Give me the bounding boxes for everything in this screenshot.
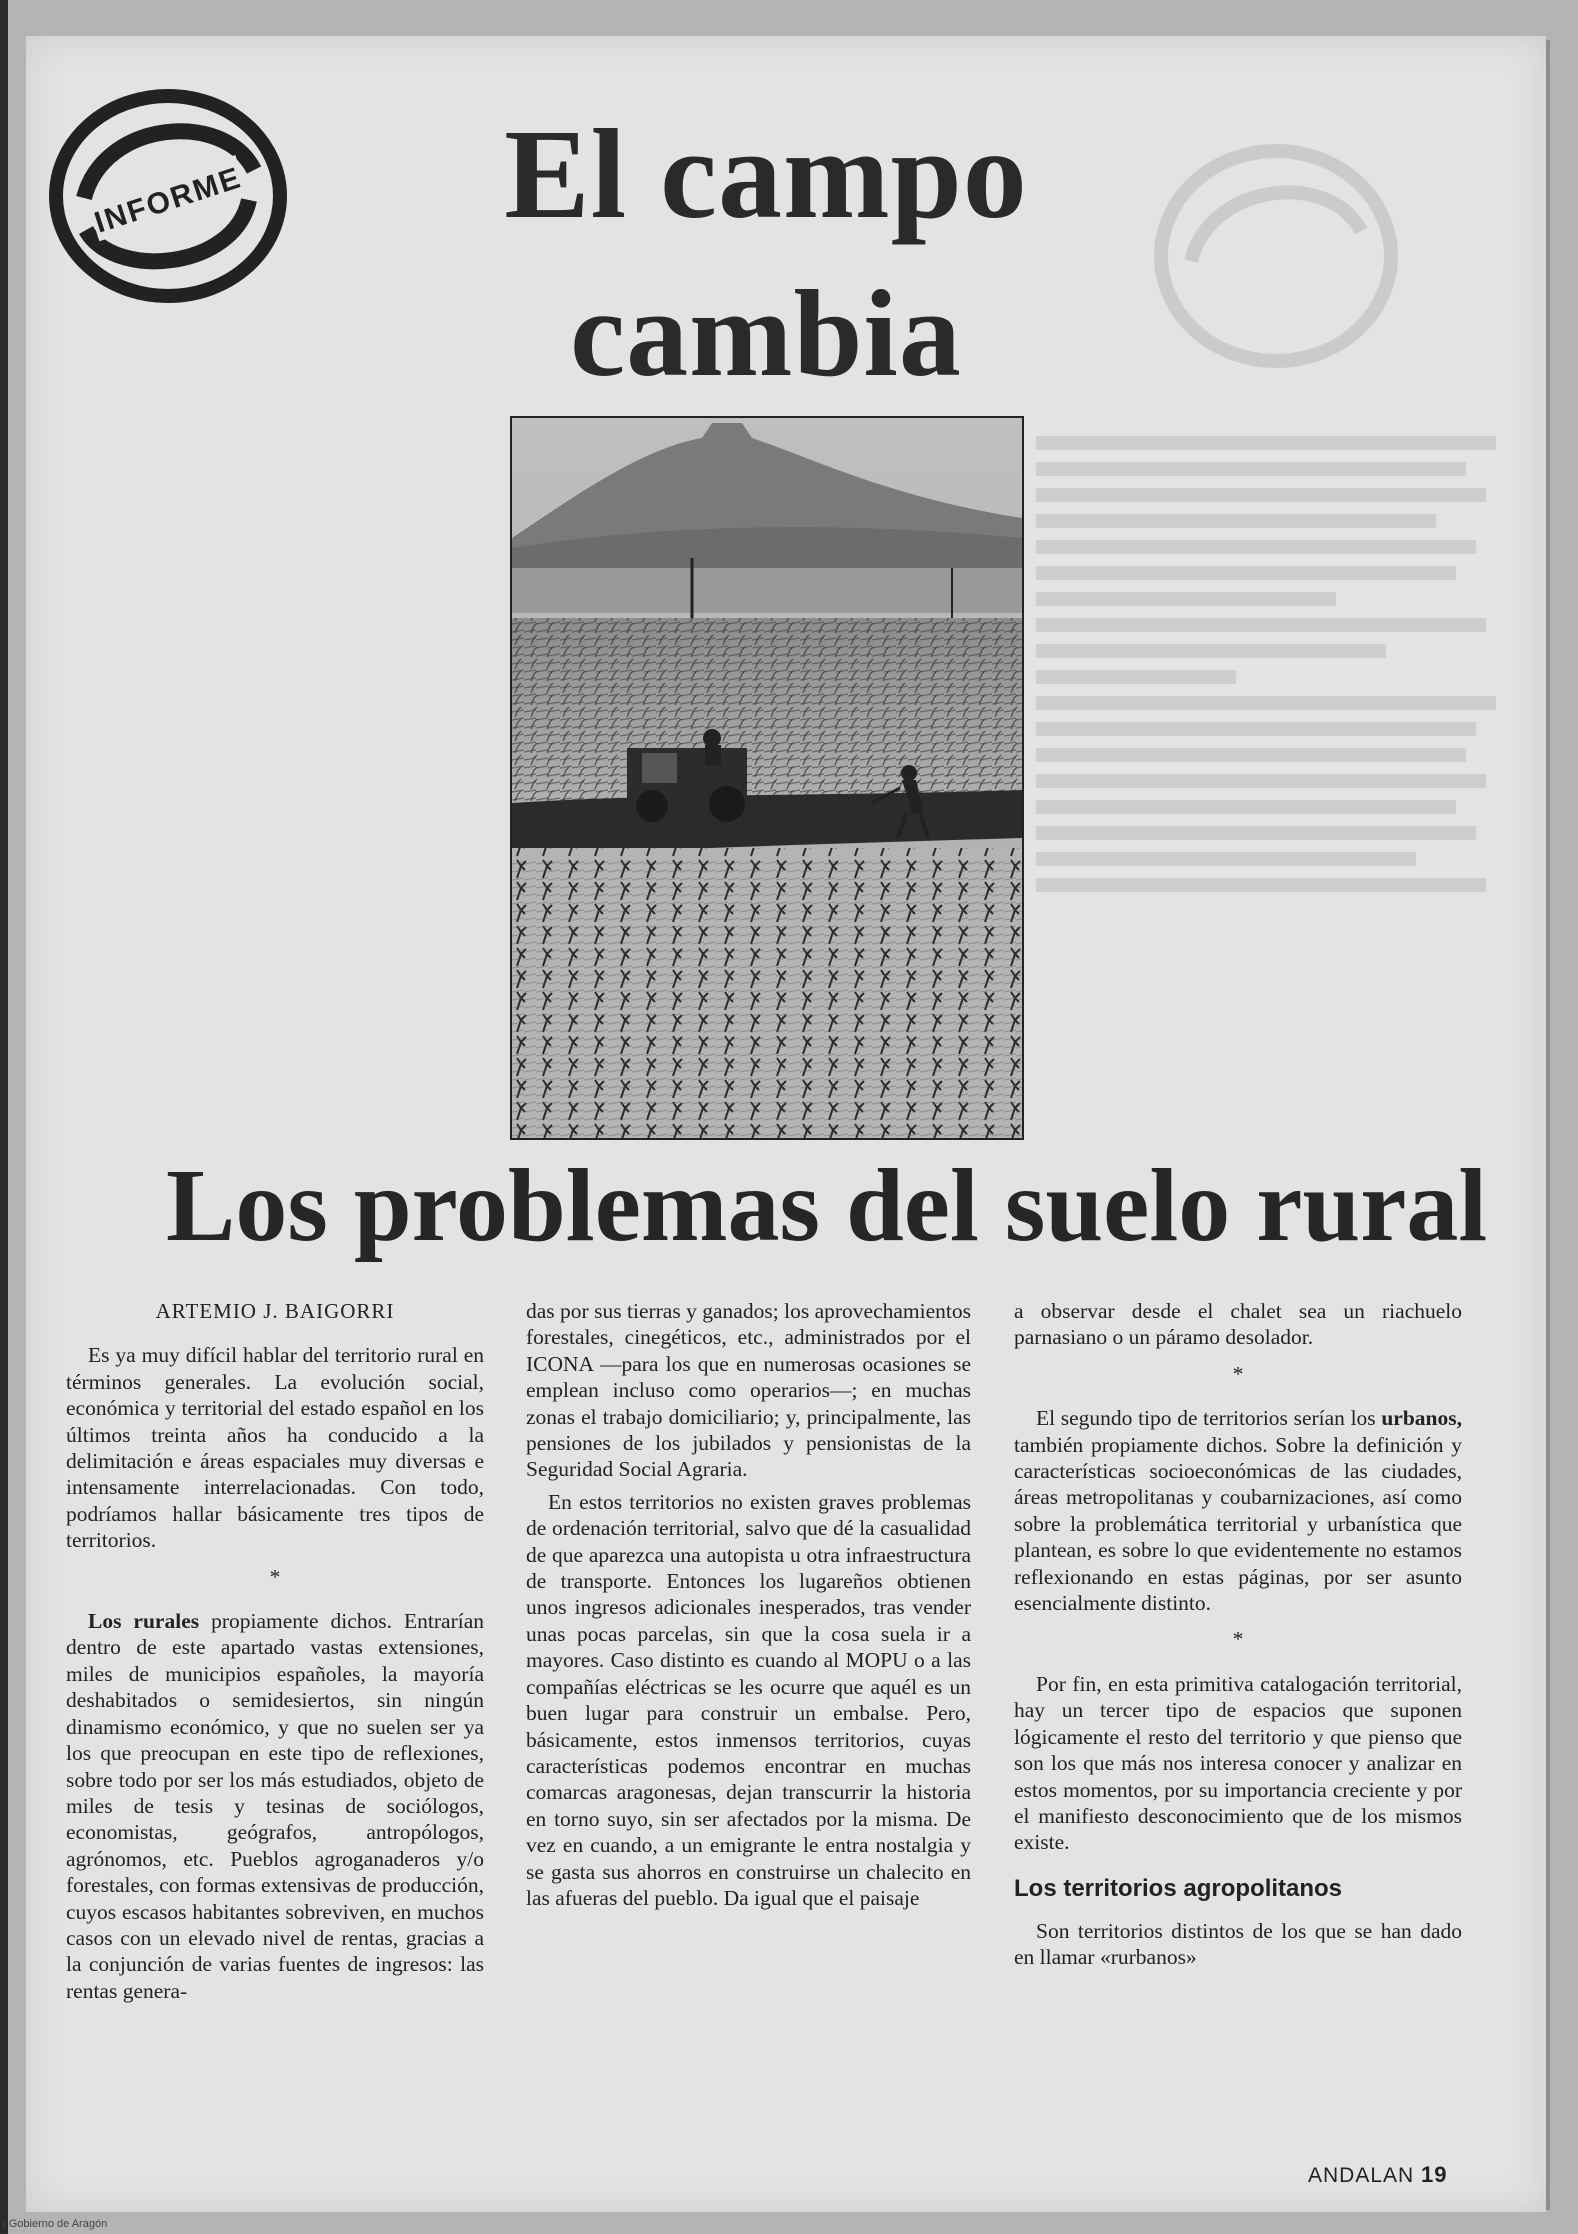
vineyard-tractor-photo — [512, 418, 1022, 1138]
archive-credit: ) Gobierno de Aragón — [2, 2218, 108, 2230]
article-column-1 — [66, 1298, 484, 2010]
paragraph — [1014, 1405, 1462, 1616]
page-edge — [1546, 40, 1550, 2210]
article-column-2 — [526, 1298, 971, 1917]
informe-stamp — [44, 80, 292, 312]
binding-edge — [0, 0, 8, 2234]
section-subheading: Los territorios agropolitanos — [1014, 1874, 1343, 1902]
paragraph: En estos territorios no existen graves problemas de ordenación territorial, salvo que dé la casualidad de que aparezca una autopista u otra infraestructura de transporte. Entonces los lugareños obtienen unos ingresos adicionales inesperados, tras vender unas pocas parcelas, sin que la cosa suela ir a mayores. Caso distinto es cuando al MOPU o a las compañías eléctricas se les ocurre que aquél es un buen lugar para construir un embalse. Pero, básicamente, estos inmensos territorios, cuyas características podemos encontrar en muchas comarcas aragonesas, dejan transcurrir la historia en torno suyo, sin ser afectados por la misma. De vez en cuando, a un emigrante le entra nostalgia y se gasta sus ahorros en construirse un chalecito en las afueras del pueblo. Da igual que el paisaje — [526, 1489, 971, 1910]
section-separator: * — [1232, 1361, 1244, 1386]
section-separator: * — [269, 1564, 281, 1589]
paragraph: Por fin, en esta primitiva catalogación territorial, hay un tercer tipo de espacios que suponen lógicamente el resto del territorio y que pienso que son los que más nos interesa conocer y analizar en estos momentos, por su importancia creciente y por el manifiesto desconocimiento que de los mismos existe. — [1014, 1671, 1462, 1855]
section-separator: * — [1232, 1627, 1244, 1652]
bold-lead: Los rurales — [88, 1609, 200, 1634]
informe-stamp-icon — [44, 80, 292, 312]
paragraph-text: El segundo tipo de territorios serían los — [1036, 1406, 1382, 1431]
page-number: 19 — [1421, 2162, 1448, 2187]
magazine-name: ANDALAN — [1308, 2164, 1415, 2187]
article-column-3 — [1014, 1298, 1462, 1977]
paragraph: a observar desde el chalet sea un riachuelo parnasiano o un páramo desolador. — [1014, 1299, 1462, 1350]
paragraph — [66, 1608, 484, 2004]
article-title: Los problemas del suelo rural — [166, 1148, 1488, 1263]
show-through-text — [1036, 436, 1536, 1136]
bold-term: urbanos, — [1381, 1406, 1462, 1431]
paragraph: Es ya muy difícil hablar del territorio rural en términos generales. La evolución social, económica y territorial del estado español en los últimos treinta años ha conducido a la delimitación e áreas espaciales muy diversas e intensamente interrelacionadas. Con todo, podríamos hallar básicamente tres tipos de territorios. — [66, 1343, 484, 1553]
magazine-page — [26, 36, 1546, 2212]
paragraph-text: también propiamente dichos. Sobre la definición y características socioeconómicas de las ciudades, áreas metropolitanas y coubarnizaciones, así como sobre la problemática territorial y urbanística que plantean, es sobre lo que evidentemente no estamos reflexionando en estas páginas, por ser asunto esencialmente distinto. — [1014, 1432, 1462, 1616]
paragraph-text: propiamente dichos. Entrarían dentro de este apartado vastas extensiones, miles de municipios españoles, la mayoría deshabitados o semidesiertos, sin ningún dinamismo económico, y que no suelen ser ya los que preocupan en este tipo de reflexiones, sobre todo por ser los más estudiados, objeto de miles de tesis y tesinas de sociólogos, economistas, geógrafos, antropólogos, agrónomos, etc. Pueblos agroganaderos y/o forestales, con formas extensivas de producción, cuyos escasos habitantes sobreviven, en muchos casos con un elevado nivel de rentas, gracias a la conjunción de varias fuentes de ingresos: las rentas genera- — [66, 1609, 485, 2003]
paragraph: Son territorios distintos de los que se han dado en llamar «rurbanos» — [1014, 1918, 1462, 1970]
page-footer — [1308, 2162, 1448, 2188]
vineyard-photo — [510, 416, 1024, 1140]
headline-line-2: cambia — [570, 265, 962, 402]
paragraph: das por sus tierras y ganados; los aprovechamientos forestales, cinegéticos, etc., administrados por el ICONA —para los que en numerosas ocasiones se emplean incluso como operarios—; en muchas zonas el trabajo domiciliario; y, principalmente, las pensiones de los jubilados y pensionistas de la Seguridad Social Agraria. — [526, 1299, 971, 1482]
stamp-label: INFORME — [90, 161, 246, 240]
author-byline: ARTEMIO J. BAIGORRI — [155, 1299, 395, 1323]
headline-line-1: El campo — [504, 103, 1028, 245]
